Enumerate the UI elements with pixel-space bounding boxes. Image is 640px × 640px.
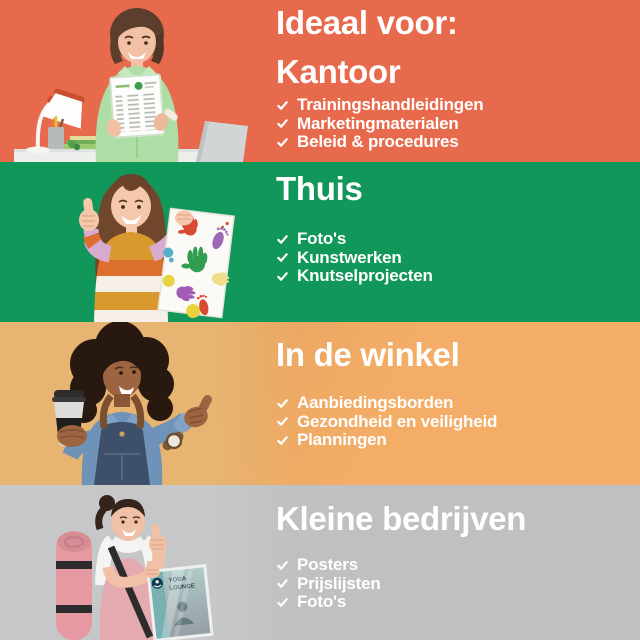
section-heading-kantoor: Kantoor (276, 53, 401, 90)
bedrijven-checklist (277, 556, 381, 612)
section-heading-thuis: Thuis (276, 170, 363, 207)
winkel-checklist (277, 394, 497, 450)
list-item (277, 249, 433, 268)
check-icon (277, 234, 288, 245)
section-kantoor (0, 0, 640, 162)
list-item-label: Planningen (297, 430, 387, 449)
list-item-label: Marketingmaterialen (297, 113, 459, 133)
list-item (277, 593, 381, 612)
list-item-label: Beleid & procedures (297, 132, 459, 151)
check-icon (277, 271, 288, 282)
hand-on-poster (144, 566, 160, 578)
list-item (277, 133, 483, 152)
page-title: Ideaal voor: (276, 4, 458, 41)
list-item-label: Knutselprojecten (297, 266, 433, 285)
section-in-de-winkel (0, 322, 640, 485)
poster-title-line1: YOGA (168, 576, 187, 585)
check-icon (277, 560, 288, 571)
thumbs-up-hand (79, 197, 99, 231)
list-item-label: Kunstwerken (297, 247, 402, 267)
office-woman-photo (0, 0, 270, 162)
list-item-label: Foto's (297, 229, 347, 248)
list-item-label: Foto's (297, 592, 347, 611)
thuis-checklist (277, 230, 433, 286)
check-icon (277, 100, 288, 111)
laptop (196, 121, 248, 162)
section-kleine-bedrijven (0, 485, 640, 640)
list-item (277, 96, 483, 115)
list-item-label: Aanbiedingsborden (297, 393, 454, 412)
check-icon (277, 137, 288, 148)
section-thuis (0, 162, 640, 322)
check-icon (277, 252, 288, 263)
list-item-label: Gezondheid en veiligheid (297, 411, 498, 431)
list-item-label: Posters (297, 555, 358, 574)
check-icon (277, 398, 288, 409)
check-icon (277, 416, 288, 427)
list-item (277, 431, 497, 450)
check-icon (277, 435, 288, 446)
poster-title-line2: LOUNGE (169, 583, 196, 593)
list-item (277, 115, 483, 134)
check-icon (277, 118, 288, 129)
list-item (277, 575, 381, 594)
list-item (277, 267, 433, 286)
handprint-artwork (156, 208, 238, 322)
girl-artwork-photo (0, 162, 270, 322)
kantoor-checklist (277, 96, 483, 152)
yoga-mat (56, 531, 92, 640)
office-woman (96, 8, 180, 162)
list-item-label: Trainingshandleidingen (297, 95, 484, 114)
list-item-label: Prijslijsten (297, 573, 381, 593)
list-item (277, 230, 433, 249)
yoga-woman-photo (0, 485, 300, 640)
list-item (277, 556, 381, 575)
list-item (277, 394, 497, 413)
section-heading-in-de-winkel: In de winkel (276, 336, 460, 373)
girl-hand-on-paper (175, 211, 193, 226)
check-icon (277, 597, 288, 608)
list-item (277, 413, 497, 432)
check-icon (277, 578, 288, 589)
section-heading-kleine-bedrijven: Kleine bedrijven (276, 500, 527, 537)
barista-photo (0, 322, 300, 485)
